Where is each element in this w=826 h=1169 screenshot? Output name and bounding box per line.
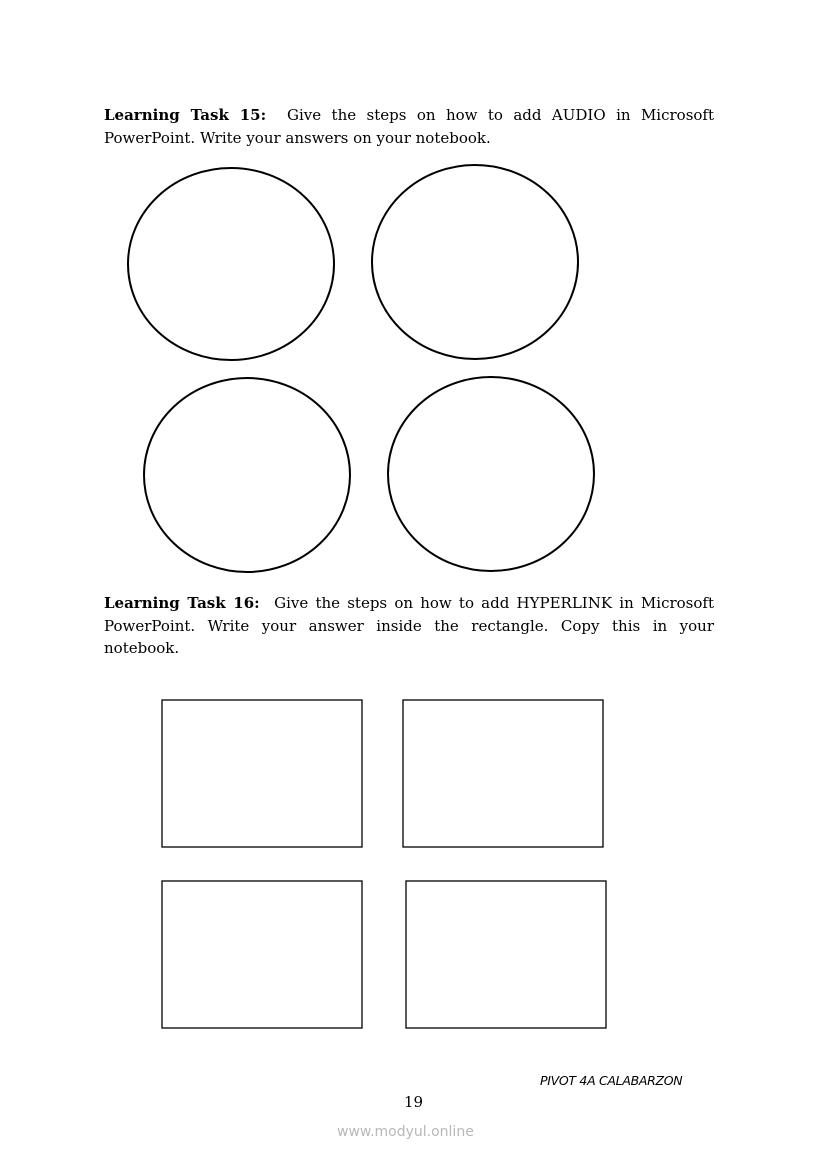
answer-rectangle-3 — [162, 881, 362, 1028]
answer-rectangle-2 — [403, 700, 603, 847]
answer-rectangle-4 — [406, 881, 606, 1028]
task-15-label: Learning Task 15: — [104, 106, 267, 124]
footer-brand: PIVOT 4A CALABARZON — [540, 1073, 683, 1088]
answer-rectangle-1 — [162, 700, 362, 847]
answer-circle-2 — [372, 165, 578, 359]
task-15-text: Give the steps on how to add AUDIO in Microsoft PowerPoint. Write your answers on your notebook. — [104, 106, 715, 147]
answer-circle-1 — [128, 168, 334, 360]
page-number: 19 — [404, 1093, 424, 1111]
task-16-text: Give the steps on how to add HYPERLINK in Microsoft PowerPoint. Write your answer inside the rectangle. Copy this in your notebook. — [104, 594, 714, 657]
answer-circle-3 — [144, 378, 350, 572]
watermark: www.modyul.online — [337, 1124, 474, 1140]
learning-task-16-instructions — [104, 592, 714, 660]
task-16-label: Learning Task 16: — [104, 594, 260, 612]
answer-circle-4 — [388, 377, 594, 571]
